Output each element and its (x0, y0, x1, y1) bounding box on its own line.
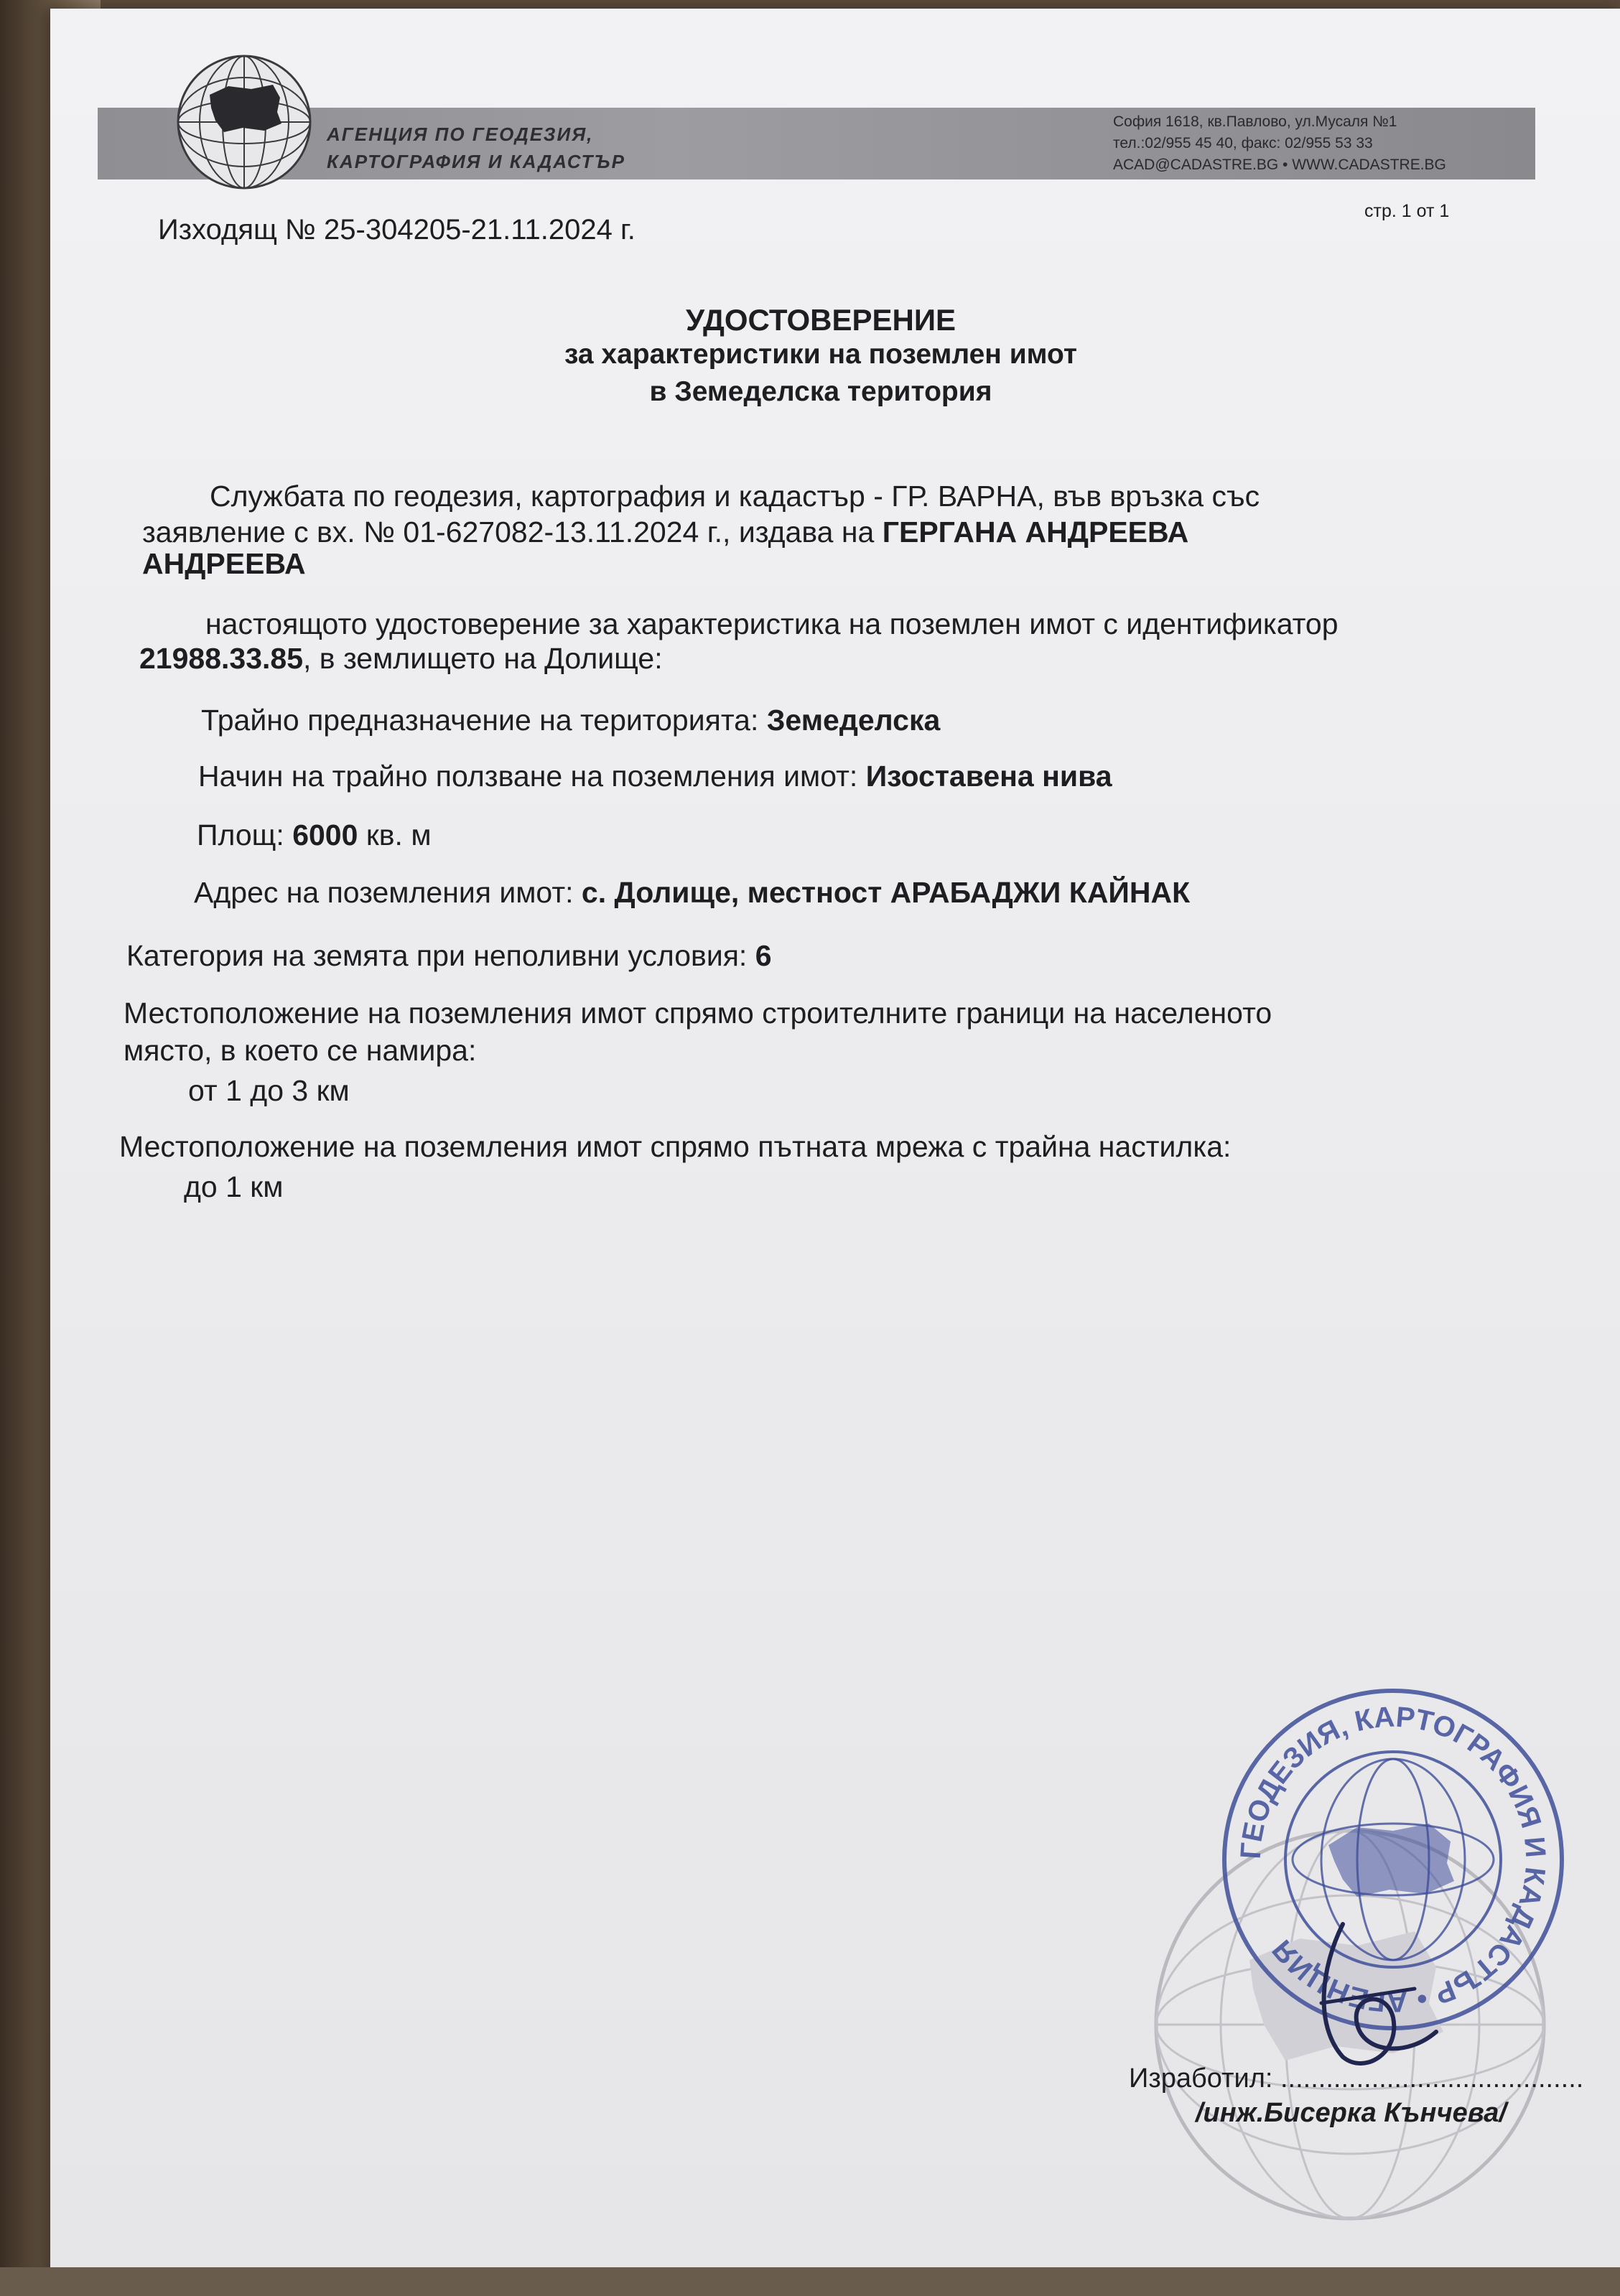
usage-label: Начин на трайно ползване на поземления имот: (198, 760, 858, 793)
document-subtitle-2: в Земеделска територия (649, 376, 992, 407)
category-label: Категория на земята при неполивни условия: (126, 939, 748, 972)
desk-bottom-edge (0, 2267, 1620, 2296)
agency-web: ACAD@CADASTRE.BG • WWW.CADASTRE.BG (1113, 157, 1446, 173)
certificate-statement: настоящото удостоверение за характеристика на поземлен имот с идентификатор (205, 607, 1339, 640)
purpose-value: Земеделска (766, 704, 941, 737)
location-label-line2: място, в което се намира: (124, 1034, 477, 1067)
intro-line-1: Службата по геодезия, картография и кадастър - ГР. ВАРНА, във връзка със (210, 480, 1260, 513)
category-row (126, 939, 772, 973)
prepared-by-label: Изработил: (1129, 2063, 1273, 2094)
prepared-by-row (1129, 2063, 1583, 2094)
purpose-row (201, 704, 940, 737)
outgoing-number: Изходящ № 25-304205-21.11.2024 г. (158, 214, 636, 246)
agency-globe-logo (172, 50, 316, 194)
location-value: от 1 до 3 км (188, 1074, 350, 1107)
signer-name: /инж.Бисерка Кънчева/ (1196, 2098, 1507, 2128)
agency-address: София 1618, кв.Павлово, ул.Мусаля №1 (1113, 113, 1397, 130)
document-title: УДОСТОВЕРЕНИЕ (685, 303, 956, 337)
page-number: стр. 1 от 1 (1364, 201, 1450, 221)
stamp-ring-text: ГЕОДЕЗИЯ, КАРТОГРАФИЯ И КАДАСТЪР • АГЕНЦИЯ (1234, 1701, 1552, 2018)
property-identifier: 21988.33.85 (139, 642, 304, 675)
road-value: до 1 км (184, 1170, 284, 1203)
category-value: 6 (755, 939, 772, 972)
applicant-name-part1: ГЕРГАНА АНДРЕЕВА (882, 515, 1189, 549)
agency-phone: тел.:02/955 45 40, факс: 02/955 53 33 (1113, 135, 1373, 151)
intro-line-2 (142, 515, 1188, 549)
purpose-label: Трайно предназначение на територията: (201, 704, 759, 737)
agency-name-line1: АГЕНЦИЯ ПО ГЕОДЕЗИЯ, (327, 123, 594, 145)
signature-line: ........................................ (1280, 2063, 1584, 2094)
address-label: Адрес на поземления имот: (194, 876, 574, 909)
address-value: с. Долище, местност АРАБАДЖИ КАЙНАК (581, 876, 1191, 909)
address-row (194, 876, 1190, 910)
area-unit: кв. м (366, 818, 432, 851)
area-label: Площ: (197, 818, 284, 851)
land-area-text: , в землището на Долище: (303, 642, 663, 675)
agency-name-line2: КАРТОГРАФИЯ И КАДАСТЪР (327, 151, 625, 172)
area-row (197, 818, 432, 852)
signature-mark (1293, 1910, 1451, 2075)
application-reference: заявление с вх. № 01-627082-13.11.2024 г., издава на (142, 515, 875, 549)
identifier-line (139, 642, 663, 676)
usage-row (198, 760, 1112, 793)
location-label-line1: Местоположение на поземления имот спрямо строителните граници на населеното (124, 997, 1272, 1030)
applicant-name-part2: АНДРЕЕВА (142, 547, 306, 580)
area-value: 6000 (292, 818, 358, 851)
document-subtitle-1: за характеристики на поземлен имот (564, 339, 1077, 370)
usage-value: Изоставена нива (865, 760, 1112, 793)
road-label: Местоположение на поземления имот спрямо пътната мрежа с трайна настилка: (119, 1130, 1232, 1163)
